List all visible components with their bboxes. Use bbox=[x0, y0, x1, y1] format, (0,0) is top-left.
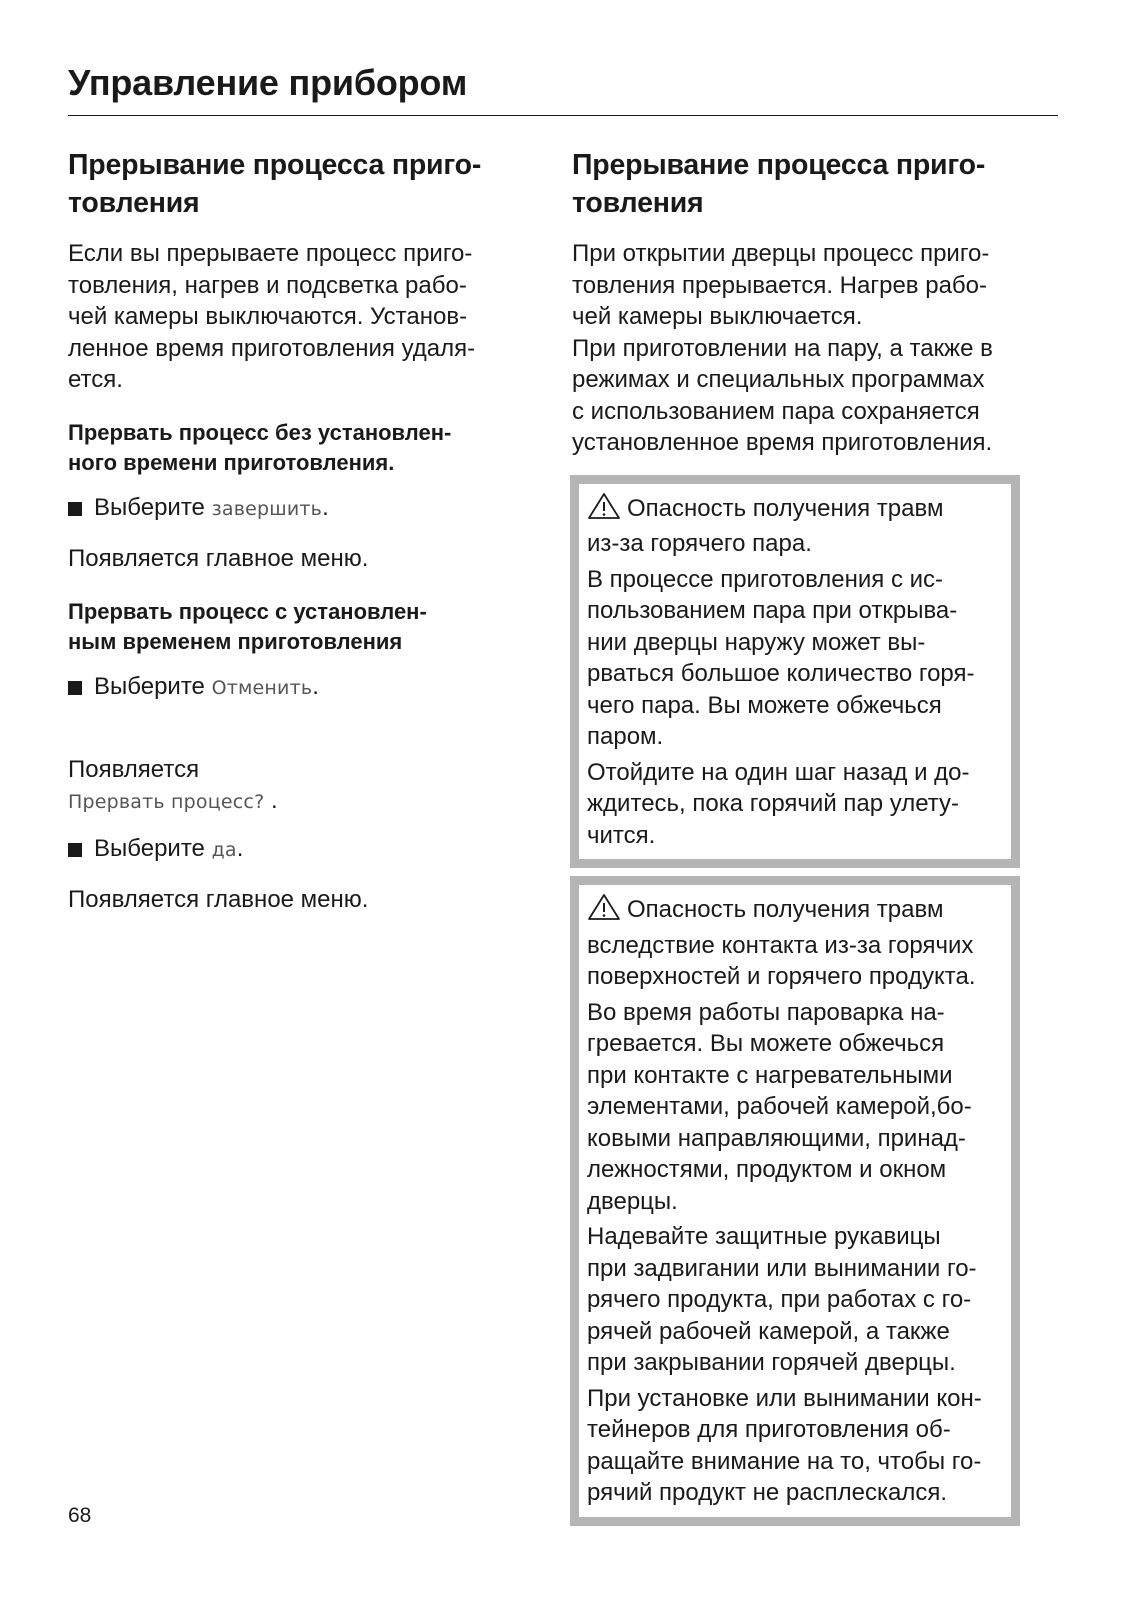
display-text-cancel: Отменить bbox=[211, 676, 313, 699]
warning-title-text: Опасность получения травм вследствие контакта из-за горячих поверхностей и горячего продукта. bbox=[587, 896, 976, 990]
warning-paragraph: При установке или вынимании кон- тейнеров для приготовления об- ращайте внимание на то, чтобы го- рячий продукт не расплескался. bbox=[587, 1384, 982, 1506]
sub1-step-1 bbox=[68, 492, 536, 526]
warning-title-text: Опасность получения травм из-за горячего пара. bbox=[587, 494, 944, 557]
left-section-heading: Прерывание процесса приго- товления bbox=[68, 149, 482, 219]
sub2-step-2 bbox=[68, 833, 536, 867]
page-number: 68 bbox=[68, 1504, 92, 1527]
sub2-step-1 bbox=[68, 671, 536, 705]
sub2-result-1 bbox=[68, 722, 536, 819]
warning-box-steam bbox=[570, 475, 1020, 869]
sub2-result-2: Появляется главное меню. bbox=[68, 886, 369, 913]
page-title: Управление прибором bbox=[68, 62, 468, 103]
warning-paragraph: В процессе приготовления с ис- пользованием пара при открыва- нии дверцы наружу может вы- рваться большое количество горя- чего пара. Вы можете обжечься паром. bbox=[587, 565, 975, 750]
page-header bbox=[68, 62, 1058, 116]
result-prefix: Появляется bbox=[68, 755, 200, 783]
sub1-heading: Прервать процесс без установлен- ного времени приготовления. bbox=[68, 419, 452, 475]
right-section-heading: Прерывание процесса приго- товления bbox=[572, 149, 986, 219]
sub2-heading: Прервать процесс с установлен- ным временем приготовления bbox=[68, 598, 427, 654]
step-text bbox=[94, 492, 329, 526]
left-column bbox=[68, 146, 536, 916]
warning-triangle-icon bbox=[587, 492, 621, 529]
warning-box-hot-surfaces bbox=[570, 876, 1020, 1526]
bullet-square-icon bbox=[68, 681, 82, 695]
right-column bbox=[572, 146, 1042, 1526]
warning-triangle-icon bbox=[587, 893, 621, 930]
step-text bbox=[94, 671, 319, 705]
step-suffix: . bbox=[236, 834, 244, 862]
result-suffix: . bbox=[264, 787, 278, 814]
left-intro-text: Если вы прерываете процесс приго- товления, нагрев и подсветка рабо- чей камеры выключаются. Установ- ленное время приготовления удаля- ется. bbox=[68, 240, 476, 393]
step-suffix: . bbox=[322, 493, 329, 521]
display-text-abort-question: Прервать процесс? bbox=[68, 791, 265, 813]
warning-title bbox=[587, 893, 999, 993]
step-prefix: Выберите bbox=[94, 834, 205, 862]
warning-paragraph: Отойдите на один шаг назад и до- ждитесь, пока горячий пар улету- чится. bbox=[587, 758, 970, 849]
display-text-yes: да bbox=[211, 838, 237, 861]
sub1-result: Появляется главное меню. bbox=[68, 545, 369, 572]
step-text bbox=[94, 833, 243, 867]
bullet-square-icon bbox=[68, 843, 82, 857]
bullet-square-icon bbox=[68, 502, 82, 516]
step-suffix: . bbox=[312, 672, 319, 700]
warning-paragraph: Во время работы пароварка на- гревается. Вы можете обжечься при контакте с нагревательными элементами, рабочей камерой,бо- ковыми направляющими, принад- лежностями, продуктом и окном дверцы. bbox=[587, 998, 972, 1215]
step-prefix: Выберите bbox=[94, 493, 205, 521]
warning-title bbox=[587, 492, 999, 560]
right-intro-text: При открытии дверцы процесс приго- товления прерывается. Нагрев рабо- чей камеры выключается. При приготовлении на пару, а также в режимах и специальных программах с использованием пара сохраняется установленное время приготовления. bbox=[572, 240, 993, 456]
warning-paragraph: Надевайте защитные рукавицы при задвигании или вынимании го- рячего продукта, при работах с го- рячей рабочей камерой, а также при закрывании горячей дверцы. bbox=[587, 1223, 977, 1376]
display-text-finish: завершить bbox=[211, 497, 323, 520]
step-prefix: Выберите bbox=[94, 672, 205, 700]
